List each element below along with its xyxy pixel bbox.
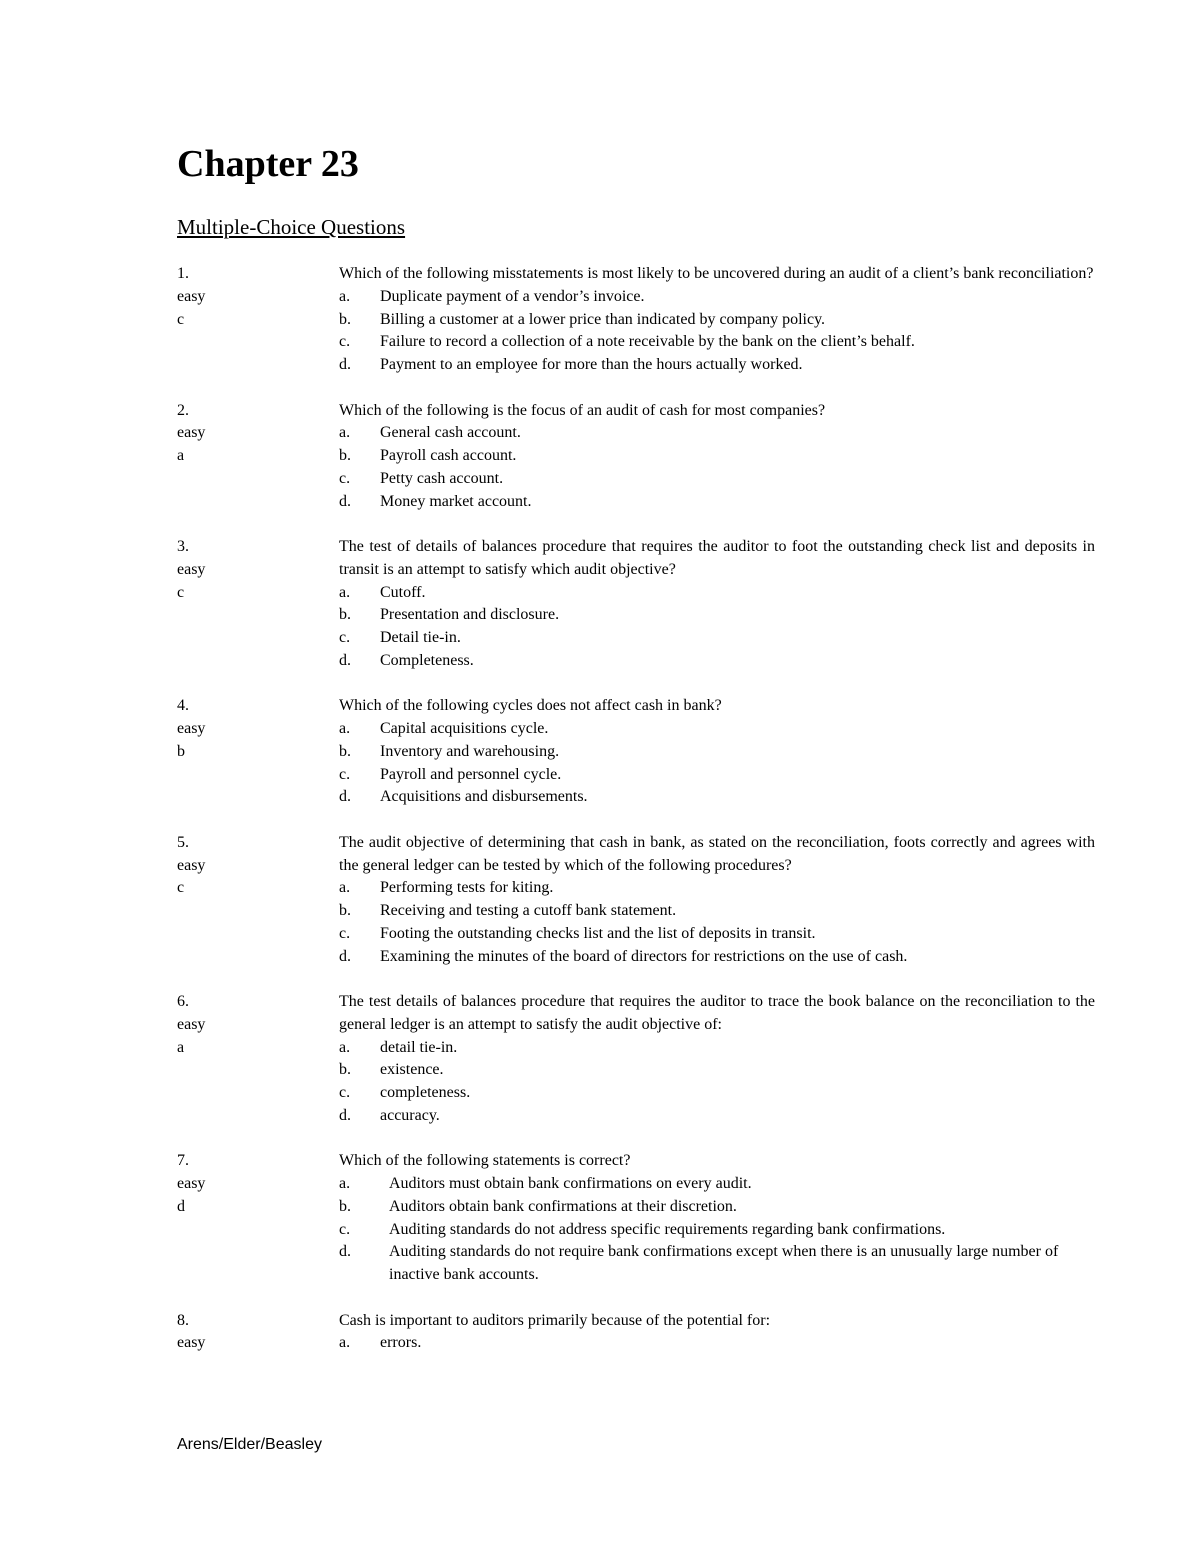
option-text: Auditing standards do not require bank confirmations except when there is an unusually large number of inactive bank accounts. <box>389 1243 1059 1283</box>
option-text: Payment to an employee for more than the hours actually worked. <box>380 356 803 373</box>
question-list <box>177 263 1095 1378</box>
option-letter: d. <box>339 356 351 373</box>
option-letter: a. <box>339 424 351 442</box>
option-text: Payroll and personnel cycle. <box>380 765 562 783</box>
question-number: 3. <box>177 538 189 555</box>
option-d <box>339 650 1095 673</box>
answer-key: b <box>177 742 185 760</box>
option-letter: a. <box>339 1334 351 1352</box>
question-content <box>339 695 1095 809</box>
option-d <box>339 491 1095 514</box>
option-d <box>339 354 1095 377</box>
option-a <box>339 1332 1095 1355</box>
question-number: 5. <box>177 833 189 851</box>
option-b <box>339 741 1095 764</box>
answer-key: c <box>177 310 185 328</box>
chapter-title: Chapter 23 <box>177 143 359 185</box>
question-6 <box>177 991 1095 1128</box>
option-a <box>339 1037 1095 1060</box>
option-text: accuracy. <box>380 1106 440 1124</box>
option-text: Money market account. <box>380 492 532 510</box>
question-meta <box>177 263 339 377</box>
question-stem: Which of the following misstatements is most likely to be uncovered during an audit of a client’s bank reconciliation? <box>339 265 1094 282</box>
option-c <box>339 1219 1095 1242</box>
option-letter: a. <box>339 720 351 737</box>
difficulty-label: easy <box>177 424 206 442</box>
answer-key: c <box>177 879 185 897</box>
difficulty-label: easy <box>177 1175 206 1192</box>
option-b <box>339 1059 1095 1082</box>
difficulty-label: easy <box>177 1334 206 1352</box>
difficulty-label: easy <box>177 560 206 578</box>
question-number: 1. <box>177 265 189 282</box>
option-a <box>339 582 1095 605</box>
option-a <box>339 422 1095 445</box>
option-text: General cash account. <box>380 424 521 442</box>
section-title: Multiple-Choice Questions <box>177 215 406 239</box>
question-content <box>339 263 1095 377</box>
option-text: Failure to record a collection of a note receivable by the bank on the client’s behalf. <box>380 333 915 351</box>
option-letter: c. <box>339 1220 351 1238</box>
option-text: existence. <box>380 1061 444 1079</box>
option-letter: a. <box>339 583 351 601</box>
option-letter: a. <box>339 287 351 305</box>
question-stem: Which of the following is the focus of an audit of cash for most companies? <box>339 401 826 419</box>
option-letter: c. <box>339 924 351 942</box>
option-text: errors. <box>380 1334 422 1352</box>
question-meta <box>177 400 339 514</box>
option-letter: b. <box>339 310 351 328</box>
question-3 <box>177 536 1095 673</box>
option-c <box>339 331 1095 354</box>
option-b <box>339 900 1095 923</box>
option-letter: c. <box>339 765 351 783</box>
question-stem: Which of the following statements is correct? <box>339 1152 631 1170</box>
question-stem: The audit objective of determining that cash in bank, as stated on the reconciliation, foots correctly and agrees with the general ledger can be tested by which of the following procedures? <box>339 833 1095 874</box>
question-meta <box>177 695 339 809</box>
option-letter: b. <box>339 447 351 464</box>
option-text: Presentation and disclosure. <box>380 606 560 624</box>
option-d <box>339 1241 1095 1287</box>
question-content <box>339 832 1095 969</box>
option-letter: a. <box>339 1038 351 1056</box>
option-text: Petty cash account. <box>380 469 504 487</box>
question-meta <box>177 1310 339 1356</box>
option-b <box>339 445 1095 468</box>
question-meta <box>177 991 339 1128</box>
option-a <box>339 1173 1095 1196</box>
option-letter: b. <box>339 902 351 919</box>
question-number: 7. <box>177 1152 189 1170</box>
option-text: Auditing standards do not address specific requirements regarding bank confirmations. <box>389 1220 946 1238</box>
option-text: Footing the outstanding checks list and the list of deposits in transit. <box>380 924 816 942</box>
option-text: Auditors must obtain bank confirmations on every audit. <box>389 1175 752 1192</box>
question-5 <box>177 832 1095 969</box>
option-letter: b. <box>339 606 351 624</box>
option-text: detail tie-in. <box>380 1038 458 1056</box>
option-letter: c. <box>339 469 351 487</box>
question-stem: The test of details of balances procedure that requires the auditor to foot the outstanding check list and deposits in transit is an attempt to satisfy which audit objective? <box>339 538 1095 578</box>
option-text: Cutoff. <box>380 583 426 601</box>
option-text: Auditors obtain bank confirmations at their discretion. <box>389 1197 737 1215</box>
question-content <box>339 1310 1095 1356</box>
option-text: Inventory and warehousing. <box>380 742 560 760</box>
option-text: Duplicate payment of a vendor’s invoice. <box>380 287 645 305</box>
difficulty-label: easy <box>177 287 206 305</box>
option-c <box>339 1082 1095 1105</box>
question-1 <box>177 263 1095 377</box>
option-a <box>339 286 1095 309</box>
option-letter: c. <box>339 1084 351 1101</box>
option-letter: a. <box>339 879 351 897</box>
answer-key: c <box>177 583 185 601</box>
option-letter: b. <box>339 1061 351 1079</box>
question-number: 4. <box>177 697 189 715</box>
question-stem: Cash is important to auditors primarily because of the potential for: <box>339 1311 771 1329</box>
option-d <box>339 786 1095 809</box>
option-a <box>339 877 1095 900</box>
option-text: Capital acquisitions cycle. <box>380 720 549 737</box>
option-text: Detail tie-in. <box>380 629 461 646</box>
option-d <box>339 1105 1095 1128</box>
option-letter: d. <box>339 1106 351 1124</box>
option-text: Receiving and testing a cutoff bank statement. <box>380 902 677 919</box>
option-a <box>339 718 1095 741</box>
option-text: Completeness. <box>380 651 474 669</box>
question-meta <box>177 832 339 969</box>
question-number: 6. <box>177 993 189 1010</box>
question-2 <box>177 400 1095 514</box>
question-stem: Which of the following cycles does not affect cash in bank? <box>339 697 722 715</box>
option-letter: d. <box>339 947 351 965</box>
question-content <box>339 991 1095 1128</box>
option-b <box>339 1196 1095 1219</box>
option-c <box>339 627 1095 650</box>
difficulty-label: easy <box>177 1015 206 1033</box>
option-letter: d. <box>339 492 351 510</box>
option-text: Payroll cash account. <box>380 447 517 464</box>
option-b <box>339 604 1095 627</box>
answer-key: d <box>177 1197 185 1215</box>
option-letter: a. <box>339 1175 351 1192</box>
option-c <box>339 923 1095 946</box>
option-letter: c. <box>339 333 351 351</box>
answer-key: a <box>177 447 185 464</box>
option-text: Examining the minutes of the board of directors for restrictions on the use of cash. <box>380 947 908 965</box>
question-meta <box>177 1150 339 1287</box>
option-letter: b. <box>339 1197 351 1215</box>
question-number: 2. <box>177 401 189 419</box>
difficulty-label: easy <box>177 720 206 737</box>
option-c <box>339 468 1095 491</box>
question-content <box>339 400 1095 514</box>
question-stem: The test details of balances procedure that requires the auditor to trace the book balance on the reconciliation to the general ledger is an attempt to satisfy the audit objective of: <box>339 993 1095 1033</box>
difficulty-label: easy <box>177 856 206 874</box>
question-meta <box>177 536 339 673</box>
option-letter: d. <box>339 788 351 806</box>
option-letter: c. <box>339 629 351 646</box>
option-d <box>339 946 1095 969</box>
answer-key: a <box>177 1038 185 1056</box>
question-content <box>339 536 1095 673</box>
question-content <box>339 1150 1095 1287</box>
option-letter: d. <box>339 1243 351 1261</box>
question-number: 8. <box>177 1311 189 1329</box>
option-letter: b. <box>339 742 351 760</box>
page-footer: Arens/Elder/Beasley <box>177 1436 322 1453</box>
question-7 <box>177 1150 1095 1287</box>
option-letter: d. <box>339 651 351 669</box>
option-text: completeness. <box>380 1084 471 1101</box>
option-text: Billing a customer at a lower price than indicated by company policy. <box>380 310 826 328</box>
question-8 <box>177 1310 1095 1356</box>
option-c <box>339 764 1095 787</box>
option-text: Acquisitions and disbursements. <box>380 788 588 806</box>
option-text: Performing tests for kiting. <box>380 879 554 897</box>
option-b <box>339 309 1095 332</box>
question-4 <box>177 695 1095 809</box>
